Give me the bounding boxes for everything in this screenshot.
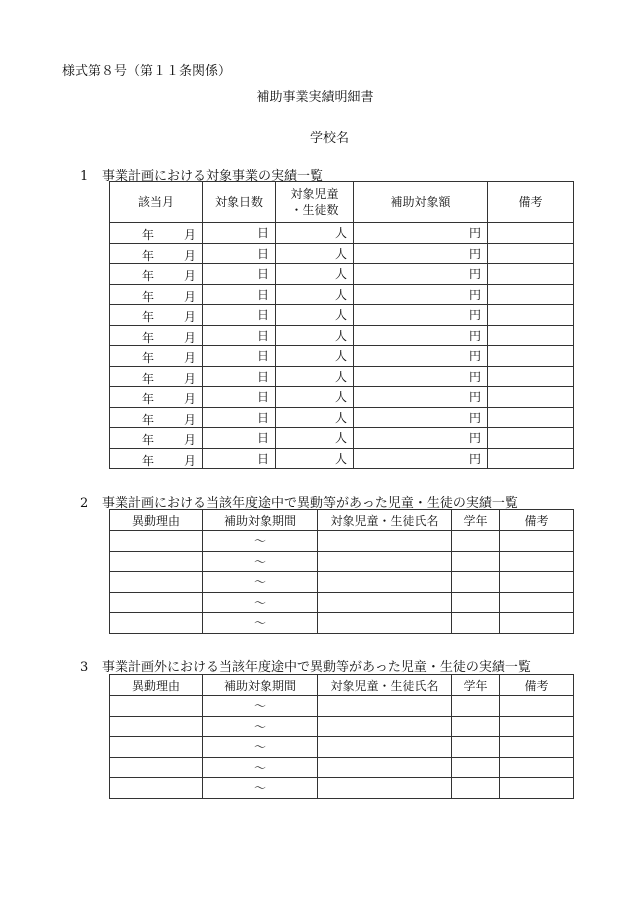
table-row xyxy=(110,448,574,469)
form-number: 様式第８号（第１１条関係） xyxy=(62,64,232,79)
section3-title: 事業計画外における当該年度途中で異動等があった児童・生徒の実績一覧 xyxy=(102,660,531,675)
student-name-cell[interactable] xyxy=(318,778,452,799)
students-cell[interactable]: 人 xyxy=(276,387,354,408)
student-name-cell[interactable] xyxy=(318,737,452,758)
month-cell[interactable] xyxy=(110,243,203,264)
grade-cell[interactable] xyxy=(452,531,500,552)
amount-cell[interactable]: 円 xyxy=(354,243,488,264)
students-cell[interactable]: 人 xyxy=(276,284,354,305)
grade-cell[interactable] xyxy=(452,572,500,593)
section2-number: 2 xyxy=(80,496,89,511)
students-cell[interactable]: 人 xyxy=(276,366,354,387)
remarks-cell[interactable] xyxy=(500,551,574,572)
header-student-name: 対象児童・生徒氏名 xyxy=(318,510,452,531)
days-cell[interactable]: 日 xyxy=(203,325,276,346)
year-unit: 年 xyxy=(142,248,155,263)
days-cell[interactable]: 日 xyxy=(203,346,276,367)
grade-cell[interactable] xyxy=(452,696,500,717)
student-name-cell[interactable] xyxy=(318,716,452,737)
period-cell[interactable]: ～ xyxy=(203,592,318,613)
month-cell[interactable] xyxy=(110,407,203,428)
month-cell[interactable] xyxy=(110,284,203,305)
students-cell[interactable]: 人 xyxy=(276,243,354,264)
students-cell[interactable]: 人 xyxy=(276,325,354,346)
students-cell[interactable]: 人 xyxy=(276,428,354,449)
remarks-cell[interactable] xyxy=(488,366,574,387)
table-row xyxy=(110,305,574,326)
grade-cell[interactable] xyxy=(452,757,500,778)
student-name-cell[interactable] xyxy=(318,551,452,572)
reason-cell[interactable] xyxy=(110,737,203,758)
year-unit: 年 xyxy=(142,371,155,386)
remarks-cell[interactable] xyxy=(500,613,574,634)
student-name-cell[interactable] xyxy=(318,592,452,613)
section1-number: 1 xyxy=(80,169,89,184)
remarks-cell[interactable] xyxy=(488,448,574,469)
remarks-cell[interactable] xyxy=(500,778,574,799)
month-unit: 月 xyxy=(184,392,197,406)
table-row xyxy=(110,223,574,244)
month-cell[interactable] xyxy=(110,428,203,449)
year-unit: 年 xyxy=(142,310,155,324)
table-row xyxy=(110,778,574,799)
grade-cell[interactable] xyxy=(452,716,500,737)
year-unit: 年 xyxy=(142,392,155,406)
amount-cell[interactable]: 円 xyxy=(354,387,488,408)
period-cell[interactable]: ～ xyxy=(203,696,318,717)
grade-cell[interactable] xyxy=(452,737,500,758)
document-title: 補助事業実績明細書 xyxy=(256,90,374,105)
students-cell[interactable]: 人 xyxy=(276,305,354,326)
remarks-cell[interactable] xyxy=(488,346,574,367)
days-cell[interactable]: 日 xyxy=(203,366,276,387)
amount-cell[interactable]: 円 xyxy=(354,346,488,367)
month-unit: 月 xyxy=(184,371,197,386)
student-name-cell[interactable] xyxy=(318,572,452,593)
period-cell[interactable]: ～ xyxy=(203,778,318,799)
month-unit: 月 xyxy=(184,351,197,365)
remarks-cell[interactable] xyxy=(488,223,574,244)
reason-cell[interactable] xyxy=(110,592,203,613)
amount-cell[interactable]: 円 xyxy=(354,325,488,346)
reason-cell[interactable] xyxy=(110,696,203,717)
month-unit: 月 xyxy=(184,310,197,324)
month-cell[interactable] xyxy=(110,366,203,387)
year-unit: 年 xyxy=(142,453,155,468)
amount-cell[interactable]: 円 xyxy=(354,264,488,285)
table-row xyxy=(110,572,574,593)
students-cell[interactable]: 人 xyxy=(276,346,354,367)
section3-heading xyxy=(80,656,531,675)
header-remarks: 備考 xyxy=(500,675,574,696)
remarks-cell[interactable] xyxy=(488,243,574,264)
remarks-cell[interactable] xyxy=(500,572,574,593)
amount-cell[interactable]: 円 xyxy=(354,305,488,326)
amount-cell[interactable]: 円 xyxy=(354,407,488,428)
days-cell[interactable]: 日 xyxy=(203,223,276,244)
table-row xyxy=(110,757,574,778)
remarks-cell[interactable] xyxy=(488,284,574,305)
header-reason: 異動理由 xyxy=(110,510,203,531)
students-cell[interactable]: 人 xyxy=(276,264,354,285)
table-row xyxy=(110,551,574,572)
header-reason: 異動理由 xyxy=(110,675,203,696)
table-row xyxy=(110,284,574,305)
header-student-name: 対象児童・生徒氏名 xyxy=(318,675,452,696)
month-unit: 月 xyxy=(184,228,197,242)
period-cell[interactable]: ～ xyxy=(203,551,318,572)
remarks-cell[interactable] xyxy=(488,428,574,449)
month-cell[interactable] xyxy=(110,346,203,367)
year-unit: 年 xyxy=(142,351,155,365)
remarks-cell[interactable] xyxy=(488,387,574,408)
month-cell[interactable] xyxy=(110,305,203,326)
student-name-cell[interactable] xyxy=(318,696,452,717)
header-period: 補助対象期間 xyxy=(203,510,318,531)
remarks-cell[interactable] xyxy=(488,325,574,346)
amount-cell[interactable]: 円 xyxy=(354,223,488,244)
grade-cell[interactable] xyxy=(452,613,500,634)
header-month: 該当月 xyxy=(110,182,203,223)
period-cell[interactable]: ～ xyxy=(203,572,318,593)
month-cell[interactable] xyxy=(110,264,203,285)
table-row xyxy=(110,531,574,552)
header-days: 対象日数 xyxy=(203,182,276,223)
section1-title: 事業計画における対象事業の実績一覧 xyxy=(102,169,324,184)
year-unit: 年 xyxy=(142,289,155,304)
remarks-cell[interactable] xyxy=(488,264,574,285)
reason-cell[interactable] xyxy=(110,531,203,552)
amount-cell[interactable]: 円 xyxy=(354,448,488,469)
remarks-cell[interactable] xyxy=(500,531,574,552)
header-grade: 学年 xyxy=(452,510,500,531)
header-students: 対象児童 ・生徒数 xyxy=(276,182,354,223)
reason-cell[interactable] xyxy=(110,613,203,634)
remarks-cell[interactable] xyxy=(488,407,574,428)
section2-title: 事業計画における当該年度途中で異動等があった児童・生徒の実績一覧 xyxy=(102,496,518,511)
transfer-table-in-plan xyxy=(109,509,574,634)
reason-cell[interactable] xyxy=(110,716,203,737)
transfer-table-outside-plan xyxy=(109,674,574,799)
results-table xyxy=(109,181,574,469)
year-unit: 年 xyxy=(142,269,155,283)
section3-number: 3 xyxy=(80,660,89,675)
days-cell[interactable]: 日 xyxy=(203,407,276,428)
student-name-cell[interactable] xyxy=(318,531,452,552)
reason-cell[interactable] xyxy=(110,572,203,593)
grade-cell[interactable] xyxy=(452,592,500,613)
header-period: 補助対象期間 xyxy=(203,675,318,696)
year-unit: 年 xyxy=(142,412,155,427)
table-row xyxy=(110,737,574,758)
school-name-label: 学校名 xyxy=(310,131,350,146)
students-cell[interactable]: 人 xyxy=(276,448,354,469)
header-amount: 補助対象額 xyxy=(354,182,488,223)
students-cell[interactable]: 人 xyxy=(276,407,354,428)
month-unit: 月 xyxy=(184,433,197,447)
table-row xyxy=(110,366,574,387)
remarks-cell[interactable] xyxy=(500,716,574,737)
table-row xyxy=(110,387,574,408)
year-unit: 年 xyxy=(142,330,155,345)
remarks-cell[interactable] xyxy=(500,737,574,758)
period-cell[interactable]: ～ xyxy=(203,716,318,737)
month-cell[interactable] xyxy=(110,448,203,469)
amount-cell[interactable]: 円 xyxy=(354,366,488,387)
month-unit: 月 xyxy=(184,412,197,427)
days-cell[interactable]: 日 xyxy=(203,243,276,264)
reason-cell[interactable] xyxy=(110,551,203,572)
table-row xyxy=(110,243,574,264)
table-row xyxy=(110,428,574,449)
days-cell[interactable]: 日 xyxy=(203,387,276,408)
table-row xyxy=(110,264,574,285)
period-cell[interactable]: ～ xyxy=(203,613,318,634)
grade-cell[interactable] xyxy=(452,551,500,572)
amount-cell[interactable]: 円 xyxy=(354,284,488,305)
table-row xyxy=(110,346,574,367)
table-row xyxy=(110,613,574,634)
remarks-cell[interactable] xyxy=(500,696,574,717)
month-cell[interactable] xyxy=(110,325,203,346)
grade-cell[interactable] xyxy=(452,778,500,799)
month-cell[interactable] xyxy=(110,387,203,408)
month-unit: 月 xyxy=(184,248,197,263)
table-row xyxy=(110,592,574,613)
month-unit: 月 xyxy=(184,289,197,304)
days-cell[interactable]: 日 xyxy=(203,284,276,305)
table-row xyxy=(110,407,574,428)
remarks-cell[interactable] xyxy=(488,305,574,326)
period-cell[interactable]: ～ xyxy=(203,757,318,778)
remarks-cell[interactable] xyxy=(500,757,574,778)
header-grade: 学年 xyxy=(452,675,500,696)
days-cell[interactable]: 日 xyxy=(203,305,276,326)
year-unit: 年 xyxy=(142,433,155,447)
table-row xyxy=(110,696,574,717)
amount-cell[interactable]: 円 xyxy=(354,428,488,449)
days-cell[interactable]: 日 xyxy=(203,264,276,285)
days-cell[interactable]: 日 xyxy=(203,448,276,469)
period-cell[interactable]: ～ xyxy=(203,737,318,758)
table-row xyxy=(110,325,574,346)
students-cell[interactable]: 人 xyxy=(276,223,354,244)
table-row xyxy=(110,716,574,737)
month-unit: 月 xyxy=(184,453,197,468)
header-remarks: 備考 xyxy=(500,510,574,531)
days-cell[interactable]: 日 xyxy=(203,428,276,449)
student-name-cell[interactable] xyxy=(318,757,452,778)
year-unit: 年 xyxy=(142,228,155,242)
month-unit: 月 xyxy=(184,330,197,345)
month-cell[interactable] xyxy=(110,223,203,244)
student-name-cell[interactable] xyxy=(318,613,452,634)
remarks-cell[interactable] xyxy=(500,592,574,613)
header-remarks: 備考 xyxy=(488,182,574,223)
period-cell[interactable]: ～ xyxy=(203,531,318,552)
reason-cell[interactable] xyxy=(110,757,203,778)
reason-cell[interactable] xyxy=(110,778,203,799)
month-unit: 月 xyxy=(184,269,197,283)
